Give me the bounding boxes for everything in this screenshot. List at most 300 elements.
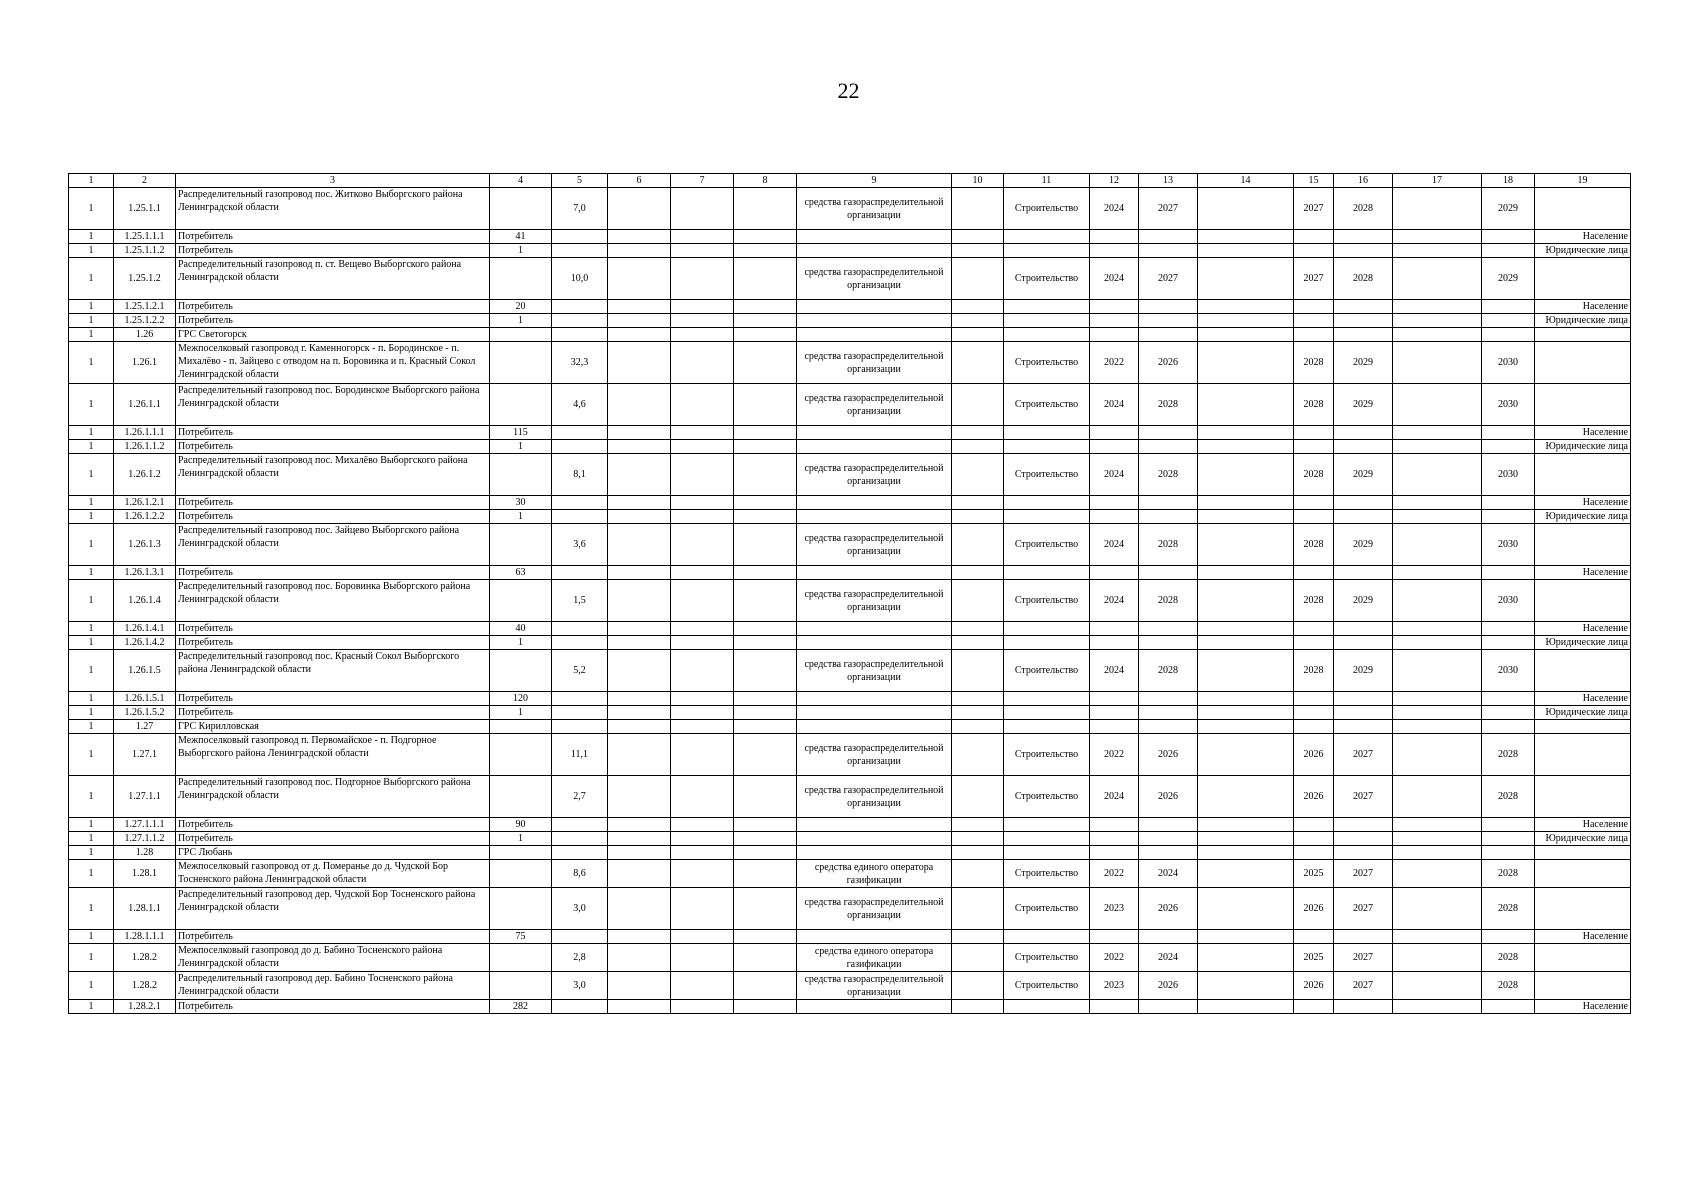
- table-cell: [734, 440, 797, 454]
- table-cell: [797, 496, 952, 510]
- table-cell: [1334, 510, 1393, 524]
- table-cell: [671, 888, 734, 930]
- table-cell: [734, 566, 797, 580]
- table-cell: [1393, 622, 1482, 636]
- table-cell: [1535, 650, 1631, 692]
- table-cell: 1: [490, 706, 552, 720]
- table-cell: Распределительный газопровод п. ст. Вещево Выборгского района Ленинградской области: [176, 258, 490, 300]
- column-header: 14: [1198, 174, 1294, 188]
- table-cell: [797, 230, 952, 244]
- table-cell: Потребитель: [176, 230, 490, 244]
- table-cell: 32,3: [552, 342, 608, 384]
- table-cell: [734, 622, 797, 636]
- column-header: 9: [797, 174, 952, 188]
- table-cell: [1004, 426, 1090, 440]
- table-cell: [1482, 510, 1535, 524]
- table-cell: 2028: [1294, 524, 1334, 566]
- table-cell: [952, 944, 1004, 972]
- table-cell: средства газораспределительной организации: [797, 258, 952, 300]
- table-cell: 1.26.1.3.1: [114, 566, 176, 580]
- table-cell: [952, 692, 1004, 706]
- table-cell: Потребитель: [176, 636, 490, 650]
- table-cell: [1393, 244, 1482, 258]
- table-cell: [1334, 832, 1393, 846]
- table-cell: Население: [1535, 566, 1631, 580]
- table-row: [69, 566, 1631, 580]
- table-cell: [1004, 818, 1090, 832]
- table-cell: [1482, 496, 1535, 510]
- table-cell: [1294, 622, 1334, 636]
- table-cell: [734, 342, 797, 384]
- table-cell: 11,1: [552, 734, 608, 776]
- column-header: 1: [69, 174, 114, 188]
- table-cell: [1393, 636, 1482, 650]
- table-cell: [1535, 734, 1631, 776]
- table-cell: Строительство: [1004, 734, 1090, 776]
- table-row: [69, 300, 1631, 314]
- table-cell: 1: [69, 566, 114, 580]
- table-cell: [1139, 244, 1198, 258]
- table-cell: [1482, 818, 1535, 832]
- table-cell: 1.28.1: [114, 860, 176, 888]
- table-cell: 41: [490, 230, 552, 244]
- table-cell: [608, 258, 671, 300]
- table-cell: [1139, 832, 1198, 846]
- table-cell: [1139, 930, 1198, 944]
- column-header: 2: [114, 174, 176, 188]
- table-cell: 1.26.1.4.2: [114, 636, 176, 650]
- table-cell: 1: [69, 300, 114, 314]
- table-cell: [552, 930, 608, 944]
- table-cell: 1.26.1.5.2: [114, 706, 176, 720]
- table-cell: Распределительный газопровод пос. Зайцево Выборгского района Ленинградской области: [176, 524, 490, 566]
- table-cell: [1198, 230, 1294, 244]
- table-cell: 1.25.1.2.2: [114, 314, 176, 328]
- table-cell: 2028: [1294, 580, 1334, 622]
- table-cell: [1004, 314, 1090, 328]
- table-cell: [608, 342, 671, 384]
- table-cell: [1482, 706, 1535, 720]
- table-cell: [734, 230, 797, 244]
- table-cell: [1482, 832, 1535, 846]
- table-cell: [1198, 300, 1294, 314]
- table-cell: [1294, 440, 1334, 454]
- table-cell: [1198, 258, 1294, 300]
- table-cell: 2024: [1090, 258, 1139, 300]
- table-cell: средства газораспределительной организации: [797, 650, 952, 692]
- table-row: [69, 622, 1631, 636]
- table-cell: [952, 300, 1004, 314]
- table-cell: 3,0: [552, 972, 608, 1000]
- table-cell: 1: [69, 776, 114, 818]
- table-cell: [952, 440, 1004, 454]
- table-cell: Межпоселковый газопровод от д. Померанье до д. Чудской Бор Тосненского района Ленинградской области: [176, 860, 490, 888]
- table-cell: [1393, 230, 1482, 244]
- table-cell: [952, 230, 1004, 244]
- table-cell: [490, 524, 552, 566]
- table-cell: [1393, 300, 1482, 314]
- table-cell: [734, 706, 797, 720]
- table-cell: [1393, 496, 1482, 510]
- table-cell: [1334, 1000, 1393, 1014]
- table-cell: Распределительный газопровод пос. Красный Сокол Выборгского района Ленинградской области: [176, 650, 490, 692]
- table-cell: 1: [69, 888, 114, 930]
- table-cell: [1004, 566, 1090, 580]
- table-cell: [671, 230, 734, 244]
- table-cell: [1090, 930, 1139, 944]
- table-row: [69, 580, 1631, 622]
- table-cell: Потребитель: [176, 930, 490, 944]
- table-cell: 2028: [1294, 454, 1334, 496]
- table-cell: Потребитель: [176, 300, 490, 314]
- table-cell: [1393, 342, 1482, 384]
- column-header: 3: [176, 174, 490, 188]
- table-row: [69, 692, 1631, 706]
- table-cell: [552, 832, 608, 846]
- table-cell: [1482, 720, 1535, 734]
- table-cell: 120: [490, 692, 552, 706]
- table-cell: [734, 328, 797, 342]
- table-cell: 2029: [1482, 258, 1535, 300]
- table-cell: 2027: [1139, 258, 1198, 300]
- table-cell: [952, 510, 1004, 524]
- table-cell: [1198, 944, 1294, 972]
- table-cell: [552, 818, 608, 832]
- table-row: [69, 930, 1631, 944]
- table-cell: [1090, 636, 1139, 650]
- table-cell: Межпоселковый газопровод до д. Бабино Тосненского района Ленинградской области: [176, 944, 490, 972]
- table-cell: [797, 720, 952, 734]
- table-cell: [1004, 300, 1090, 314]
- table-cell: [734, 944, 797, 972]
- table-cell: [671, 650, 734, 692]
- table-cell: Население: [1535, 622, 1631, 636]
- table-cell: [671, 244, 734, 258]
- table-cell: [1294, 328, 1334, 342]
- table-cell: [797, 566, 952, 580]
- table-cell: [671, 496, 734, 510]
- table-cell: [1334, 720, 1393, 734]
- table-cell: [1393, 776, 1482, 818]
- table-cell: [1393, 524, 1482, 566]
- table-row: [69, 776, 1631, 818]
- table-row: [69, 510, 1631, 524]
- table-cell: 1.25.1.1.2: [114, 244, 176, 258]
- table-cell: [1198, 930, 1294, 944]
- table-cell: [952, 454, 1004, 496]
- table-cell: [490, 384, 552, 426]
- table-cell: [1139, 510, 1198, 524]
- table-cell: [1004, 328, 1090, 342]
- table-cell: [552, 636, 608, 650]
- table-cell: 2024: [1090, 454, 1139, 496]
- table-cell: [1139, 230, 1198, 244]
- table-cell: [1482, 846, 1535, 860]
- table-cell: [671, 1000, 734, 1014]
- table-cell: [1482, 566, 1535, 580]
- table-cell: [952, 566, 1004, 580]
- table-cell: 2,7: [552, 776, 608, 818]
- table-cell: [1198, 832, 1294, 846]
- table-cell: [1139, 440, 1198, 454]
- table-cell: [1482, 244, 1535, 258]
- table-cell: [671, 510, 734, 524]
- table-cell: 1: [69, 440, 114, 454]
- table-cell: [797, 328, 952, 342]
- table-cell: [490, 342, 552, 384]
- table-cell: 115: [490, 426, 552, 440]
- table-row: [69, 888, 1631, 930]
- table-cell: [552, 846, 608, 860]
- table-cell: [1004, 846, 1090, 860]
- table-cell: [1393, 706, 1482, 720]
- table-cell: Население: [1535, 692, 1631, 706]
- table-cell: 30: [490, 496, 552, 510]
- table-cell: [608, 188, 671, 230]
- table-cell: [952, 720, 1004, 734]
- table-cell: [797, 314, 952, 328]
- table-cell: 2028: [1482, 944, 1535, 972]
- table-cell: [1004, 440, 1090, 454]
- table-cell: Распределительный газопровод пос. Бородинское Выборгского района Ленинградской области: [176, 384, 490, 426]
- table-cell: [952, 328, 1004, 342]
- table-cell: 1.28.2: [114, 972, 176, 1000]
- table-row: [69, 328, 1631, 342]
- table-cell: [734, 496, 797, 510]
- table-cell: [734, 454, 797, 496]
- table-cell: Строительство: [1004, 972, 1090, 1000]
- table-cell: [1004, 1000, 1090, 1014]
- table-cell: [1535, 580, 1631, 622]
- table-cell: [608, 622, 671, 636]
- table-cell: [1393, 440, 1482, 454]
- table-cell: [490, 454, 552, 496]
- table-cell: 1.26: [114, 328, 176, 342]
- table-cell: Межпоселковый газопровод г. Каменногорск - п. Бородинское - п. Михалёво - п. Зайцево с отводом на п. Боровинка и п. Красный Сокол Ленинградской области: [176, 342, 490, 384]
- table-cell: [1090, 328, 1139, 342]
- table-cell: 2027: [1294, 258, 1334, 300]
- table-cell: 2030: [1482, 524, 1535, 566]
- table-cell: [608, 818, 671, 832]
- table-cell: [734, 1000, 797, 1014]
- table-row: [69, 230, 1631, 244]
- column-header: 18: [1482, 174, 1535, 188]
- table-cell: 2025: [1294, 860, 1334, 888]
- table-row: [69, 524, 1631, 566]
- table-cell: 2028: [1294, 384, 1334, 426]
- table-cell: Юридические лица: [1535, 440, 1631, 454]
- table-cell: [734, 776, 797, 818]
- table-cell: [1139, 426, 1198, 440]
- table-cell: [1198, 426, 1294, 440]
- table-cell: [1393, 846, 1482, 860]
- table-cell: 2026: [1294, 734, 1334, 776]
- table-cell: 1.25.1.2.1: [114, 300, 176, 314]
- table-cell: [952, 818, 1004, 832]
- table-cell: Потребитель: [176, 510, 490, 524]
- table-cell: [797, 300, 952, 314]
- table-cell: 1.26.1.2: [114, 454, 176, 496]
- table-cell: [1334, 300, 1393, 314]
- table-cell: [734, 384, 797, 426]
- table-cell: 2026: [1139, 734, 1198, 776]
- table-cell: [1004, 244, 1090, 258]
- table-cell: [1535, 972, 1631, 1000]
- table-cell: [1198, 622, 1294, 636]
- table-cell: [1198, 510, 1294, 524]
- table-cell: [952, 342, 1004, 384]
- table-cell: [1198, 566, 1294, 580]
- table-cell: [1393, 454, 1482, 496]
- table-cell: [1198, 650, 1294, 692]
- table-cell: 1: [69, 384, 114, 426]
- table-cell: [608, 706, 671, 720]
- table-cell: [1482, 622, 1535, 636]
- table-cell: [1198, 496, 1294, 510]
- table-cell: [671, 384, 734, 426]
- table-row: [69, 440, 1631, 454]
- table-cell: [952, 314, 1004, 328]
- table-cell: Юридические лица: [1535, 510, 1631, 524]
- table-cell: 2024: [1090, 384, 1139, 426]
- table-cell: [1198, 580, 1294, 622]
- table-cell: средства газораспределительной организации: [797, 580, 952, 622]
- table-cell: [797, 706, 952, 720]
- table-cell: [1334, 846, 1393, 860]
- table-cell: [1090, 426, 1139, 440]
- column-header: 8: [734, 174, 797, 188]
- table-cell: [1198, 706, 1294, 720]
- table-cell: [552, 720, 608, 734]
- table-cell: [1198, 1000, 1294, 1014]
- table-cell: [1090, 846, 1139, 860]
- table-cell: [1139, 818, 1198, 832]
- table-cell: [1482, 230, 1535, 244]
- table-cell: 1: [490, 832, 552, 846]
- table-cell: 1.28: [114, 846, 176, 860]
- table-cell: [552, 496, 608, 510]
- table-cell: [1090, 832, 1139, 846]
- table-cell: [552, 230, 608, 244]
- table-cell: [1198, 692, 1294, 706]
- table-cell: 1.27.1.1.1: [114, 818, 176, 832]
- table-cell: [608, 300, 671, 314]
- table-cell: 1.25.1.2: [114, 258, 176, 300]
- column-header: 11: [1004, 174, 1090, 188]
- table-cell: [1294, 832, 1334, 846]
- table-cell: 1: [490, 510, 552, 524]
- table-cell: 2027: [1334, 888, 1393, 930]
- table-cell: [952, 888, 1004, 930]
- table-cell: 2028: [1139, 650, 1198, 692]
- table-cell: средства газораспределительной организации: [797, 384, 952, 426]
- table-cell: 1: [490, 244, 552, 258]
- table-cell: [1139, 720, 1198, 734]
- table-cell: [671, 566, 734, 580]
- column-header: 5: [552, 174, 608, 188]
- table-cell: 1: [69, 846, 114, 860]
- table-cell: 1: [69, 580, 114, 622]
- table-cell: 1: [69, 818, 114, 832]
- table-cell: [1004, 720, 1090, 734]
- table-cell: 75: [490, 930, 552, 944]
- table-cell: [952, 1000, 1004, 1014]
- table-cell: [1334, 622, 1393, 636]
- table-cell: 2029: [1334, 524, 1393, 566]
- table-cell: [1294, 230, 1334, 244]
- table-cell: [552, 300, 608, 314]
- table-cell: Строительство: [1004, 258, 1090, 300]
- table-cell: Распределительный газопровод пос. Житково Выборгского района Ленинградской области: [176, 188, 490, 230]
- table-cell: [1393, 860, 1482, 888]
- table-cell: 2030: [1482, 384, 1535, 426]
- table-cell: 1: [69, 188, 114, 230]
- table-cell: [608, 524, 671, 566]
- table-cell: [671, 524, 734, 566]
- table-cell: Распределительный газопровод дер. Чудской Бор Тосненского района Ленинградской области: [176, 888, 490, 930]
- table-cell: 3,0: [552, 888, 608, 930]
- table-cell: Потребитель: [176, 818, 490, 832]
- table-cell: [1334, 566, 1393, 580]
- table-cell: [734, 510, 797, 524]
- table-cell: [671, 832, 734, 846]
- table-cell: средства газораспределительной организации: [797, 188, 952, 230]
- table-cell: [1198, 720, 1294, 734]
- table-cell: 1: [69, 860, 114, 888]
- table-cell: [734, 818, 797, 832]
- table-cell: [952, 258, 1004, 300]
- table-cell: 2024: [1139, 944, 1198, 972]
- table-cell: [1090, 818, 1139, 832]
- table-cell: [1198, 846, 1294, 860]
- table-cell: [1090, 496, 1139, 510]
- table-cell: 2025: [1294, 944, 1334, 972]
- table-cell: [1198, 454, 1294, 496]
- table-cell: [734, 832, 797, 846]
- table-cell: [608, 832, 671, 846]
- table-cell: 1.26.1.3: [114, 524, 176, 566]
- table-cell: [1139, 1000, 1198, 1014]
- table-cell: [490, 720, 552, 734]
- table-cell: [1393, 328, 1482, 342]
- table-cell: Юридические лица: [1535, 832, 1631, 846]
- table-cell: средства единого оператора газификации: [797, 944, 952, 972]
- table-cell: Строительство: [1004, 524, 1090, 566]
- table-cell: [1535, 720, 1631, 734]
- table-cell: [552, 328, 608, 342]
- table-cell: ГРС Светогорск: [176, 328, 490, 342]
- table-cell: 2028: [1139, 580, 1198, 622]
- table-cell: 1.26.1: [114, 342, 176, 384]
- table-cell: Население: [1535, 230, 1631, 244]
- column-header: 7: [671, 174, 734, 188]
- table-cell: [608, 720, 671, 734]
- table-cell: Потребитель: [176, 314, 490, 328]
- table-cell: [1198, 188, 1294, 230]
- table-cell: [734, 314, 797, 328]
- table-cell: [1090, 692, 1139, 706]
- table-cell: 2022: [1090, 342, 1139, 384]
- table-cell: [490, 580, 552, 622]
- table-cell: 1.28.1.1.1: [114, 930, 176, 944]
- table-cell: [608, 972, 671, 1000]
- table-row: [69, 426, 1631, 440]
- table-cell: [552, 244, 608, 258]
- table-row: [69, 818, 1631, 832]
- table-cell: [952, 636, 1004, 650]
- table-cell: [490, 258, 552, 300]
- table-cell: средства газораспределительной организации: [797, 888, 952, 930]
